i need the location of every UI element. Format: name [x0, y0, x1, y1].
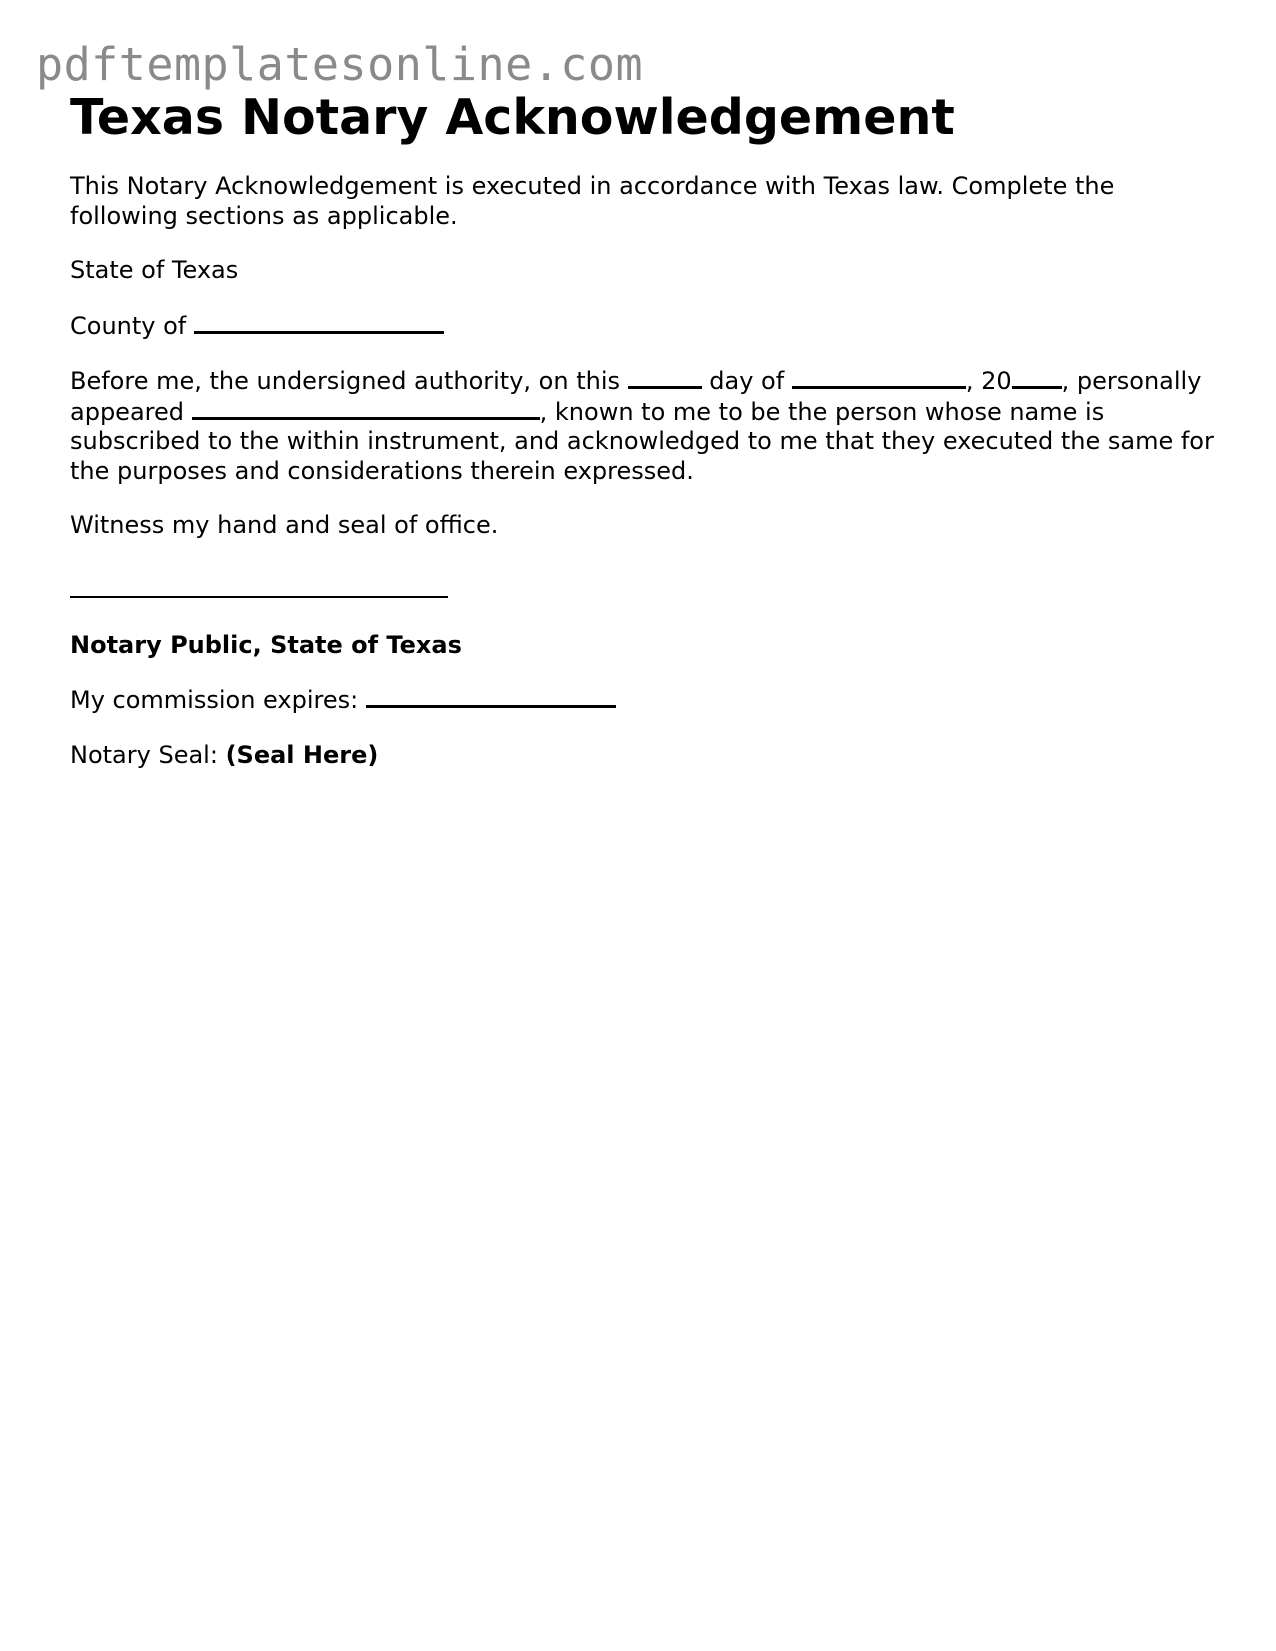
- seal-line: [70, 741, 1220, 771]
- ack-text-3: , 20: [965, 367, 1012, 395]
- signer-name-field[interactable]: [192, 397, 540, 420]
- commission-expiry-field[interactable]: [366, 685, 616, 708]
- county-field[interactable]: [194, 311, 444, 334]
- county-line: [70, 311, 1220, 342]
- page-title: Texas Notary Acknowledgement: [70, 89, 955, 146]
- document-body: [70, 88, 1220, 795]
- intro-text: This Notary Acknowledgement is executed in accordance with Texas law. Complete the following sections as applicable.: [70, 172, 1115, 230]
- day-field[interactable]: [628, 366, 702, 389]
- ack-text-2: day of: [709, 367, 785, 395]
- seal-label: Notary Seal:: [70, 740, 218, 769]
- commission-label: My commission expires:: [70, 686, 359, 714]
- county-label: County of: [70, 311, 187, 340]
- ack-text-4: ,: [1061, 367, 1070, 395]
- ack-text-6: , known to me to be the person whose name is subscribed to the within instrument, and acknowledged to me that they executed the same for the purposes and considerations therein expressed.: [70, 397, 1214, 485]
- acknowledgment-paragraph: [70, 366, 1220, 486]
- notary-title: Notary Public, State of Texas: [70, 630, 462, 659]
- year-field[interactable]: [1012, 366, 1062, 389]
- witness-line: Witness my hand and seal of office.: [70, 511, 499, 539]
- month-field[interactable]: [792, 366, 966, 389]
- ack-text-5: personally appeared: [70, 367, 1202, 426]
- notary-signature-field[interactable]: [70, 566, 448, 598]
- commission-line: [70, 685, 1220, 716]
- state-line: State of Texas: [70, 256, 239, 284]
- ack-text-1: Before me, the undersigned authority, on this: [70, 367, 620, 395]
- seal-placeholder: (Seal Here): [225, 740, 379, 769]
- watermark: pdftemplatesonline.com: [36, 38, 644, 91]
